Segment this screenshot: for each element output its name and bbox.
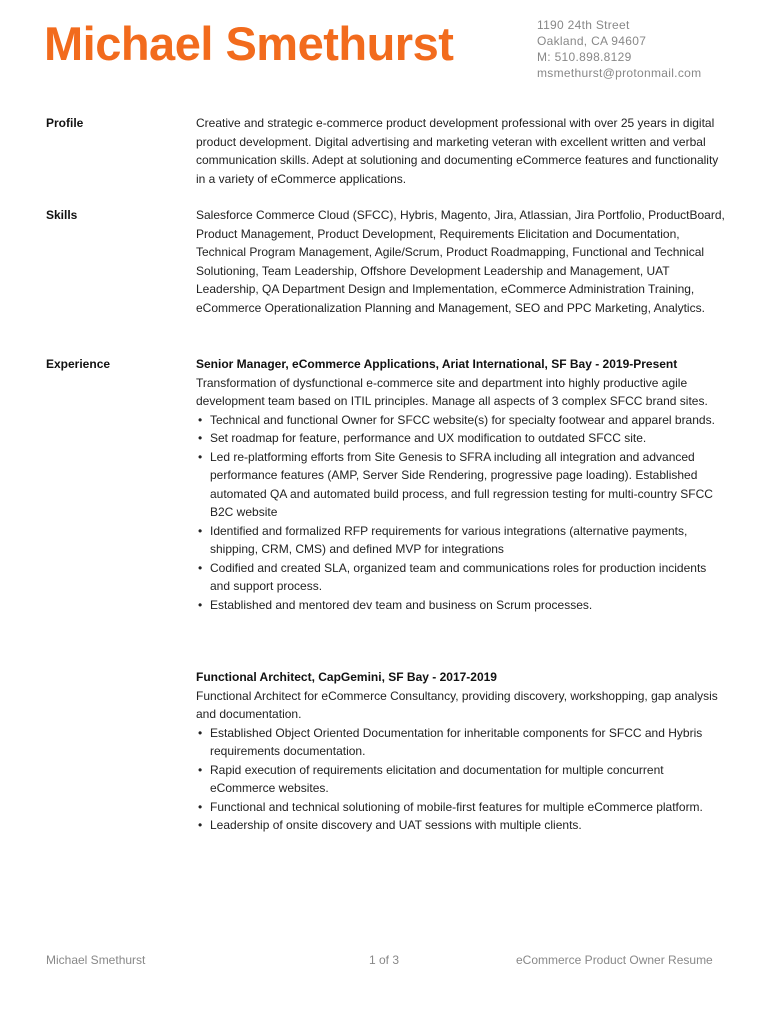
job-bullet	[196, 596, 728, 615]
job-bullet	[196, 559, 728, 596]
contact-block	[537, 17, 701, 81]
address-line-2: Oakland, CA 94607	[537, 34, 647, 48]
job-bullet	[196, 448, 728, 522]
job-bullet	[196, 724, 728, 761]
job-entry	[196, 355, 728, 614]
job-description: Transformation of dysfunctional e-commerce site and department into highly productive agile development team based on ITIL principles. Manage all aspects of 3 complex SFCC brand sites.	[196, 375, 708, 408]
bullet-text: Identified and formalized RFP requirements for various integrations (alternative payments, shipping, CRM, CMS) and defined MVP for integrations	[210, 523, 688, 556]
bullet-text: Rapid execution of requirements elicitation and documentation for multiple concurrent eCommerce websites.	[210, 762, 664, 795]
bullet-text: Leadership of onsite discovery and UAT sessions with multiple clients.	[210, 818, 582, 832]
experience-label: Experience	[46, 357, 111, 371]
resume-name: Michael Smethurst	[44, 17, 454, 70]
footer-document-title: eCommerce Product Owner Resume	[516, 953, 713, 967]
job-bullet-list	[196, 724, 728, 835]
job-entry	[196, 668, 728, 835]
footer-name: Michael Smethurst	[46, 953, 146, 967]
job-description: Functional Architect for eCommerce Consultancy, providing discovery, workshopping, gap analysis and documentation.	[196, 688, 718, 721]
job-bullet	[196, 761, 728, 798]
profile-label: Profile	[46, 116, 84, 130]
email-address: msmethurst@protonmail.com	[537, 66, 702, 80]
skills-label: Skills	[46, 208, 78, 222]
footer-page-number: 1 of 3	[369, 953, 400, 967]
bullet-text: Led re-platforming efforts from Site Genesis to SFRA including all integration and advanced performance features (AMP, Server Side Rendering, progressive page loading). Established automated QA and automated build process, and full regression testing for multi-country SFCC B2C website	[210, 449, 713, 519]
bullet-text: Established and mentored dev team and business on Scrum processes.	[210, 597, 593, 612]
job-bullet	[196, 429, 728, 448]
bullet-marker: •	[198, 597, 203, 612]
job-title: Functional Architect, CapGemini, SF Bay - 2017-2019	[196, 670, 497, 684]
bullet-text: Set roadmap for feature, performance and UX modification to outdated SFCC site.	[210, 431, 647, 445]
job-bullet	[196, 522, 728, 559]
bullet-marker: •	[198, 449, 203, 464]
bullet-text: Codified and created SLA, organized team and communications roles for production incidents and support process.	[210, 560, 707, 593]
skills-text: Salesforce Commerce Cloud (SFCC), Hybris, Magento, Jira, Atlassian, Jira Portfolio, ProductBoard, Product Management, Product Development, Requirements Elicitation and Documentation, Technical Program Management, Agile/Scrum, Product Roadmapping, Functional and Technical Solutioning, Team Leadership, Offshore Development Leadership and Management, UAT Leadership, QA Department Design and Implementation, eCommerce Administration Training, eCommerce Operationalization Planning and Management, SEO and PPC Marketing, Analytics.	[196, 208, 725, 315]
bullet-marker: •	[198, 412, 203, 427]
profile-text: Creative and strategic e-commerce product development professional with over 25 years in digital product development. Digital advertising and marketing veteran with excellent written and verbal communication skills. Adept at solutioning and documenting eCommerce features and functionality in a variety of eCommerce applications.	[196, 116, 719, 186]
bullet-text: Established Object Oriented Documentation for inheritable components for SFCC and Hybris requirements documentation.	[210, 725, 703, 758]
bullet-marker: •	[198, 523, 203, 538]
bullet-text: Functional and technical solutioning of mobile-first features for multiple eCommerce platform.	[210, 799, 703, 814]
bullet-marker: •	[198, 818, 203, 832]
job-bullet	[196, 798, 728, 817]
bullet-marker: •	[198, 762, 203, 777]
profile-body	[196, 114, 728, 188]
skills-body	[196, 206, 728, 317]
job-bullet	[196, 816, 728, 835]
job-bullet	[196, 411, 728, 430]
address-line-1: 1190 24th Street	[537, 18, 630, 32]
bullet-text: Technical and functional Owner for SFCC website(s) for specialty footwear and apparel brands.	[210, 412, 715, 427]
bullet-marker: •	[198, 431, 203, 445]
phone-number: M: 510.898.8129	[537, 50, 632, 64]
bullet-marker: •	[198, 799, 203, 814]
bullet-marker: •	[198, 560, 203, 575]
job-title: Senior Manager, eCommerce Applications, Ariat International, SF Bay - 2019-Present	[196, 357, 678, 371]
job-bullet-list	[196, 411, 728, 615]
bullet-marker: •	[198, 725, 203, 740]
